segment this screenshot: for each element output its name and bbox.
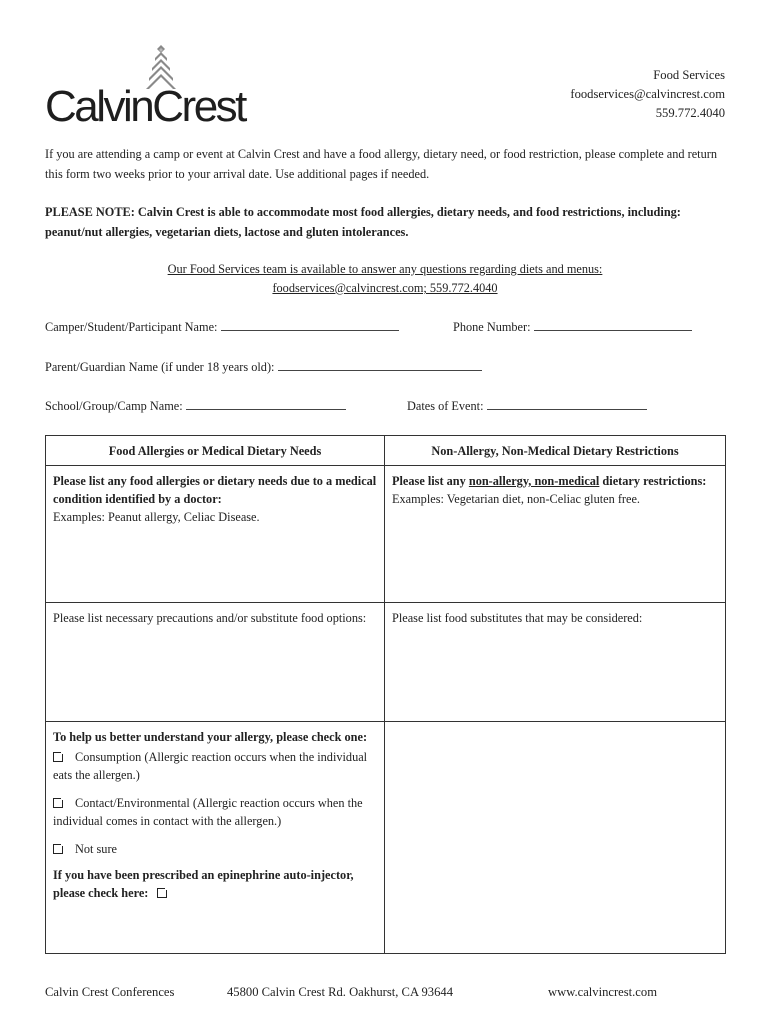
- intro-paragraph: If you are attending a camp or event at Calvin Crest and have a food allergy, dietary need, or food restriction, please complete and return this form two weeks prior to your arrival date. Use additional pages if needed.: [45, 147, 717, 181]
- contact-environmental-option[interactable]: [53, 794, 377, 830]
- restriction-list-cell[interactable]: [385, 466, 726, 603]
- team-line-1: Our Food Services team is available to answer any questions regarding diets and menus:: [167, 262, 603, 276]
- allergy-type-prompt: To help us better understand your allergy, please check one:: [53, 730, 368, 744]
- not-sure-option[interactable]: [53, 840, 377, 858]
- restriction-examples: Examples: Vegetarian diet, non-Celiac gluten free.: [392, 492, 641, 506]
- camper-name-label: Camper/Student/Participant Name:: [45, 320, 218, 334]
- dietary-needs-table: [45, 435, 726, 954]
- parent-name-blank[interactable]: [278, 358, 482, 371]
- contact-block: [570, 66, 725, 123]
- substitutes-prompt: Please list food substitutes that may be considered:: [392, 611, 643, 625]
- contact-email[interactable]: foodservices@calvincrest.com: [570, 87, 725, 101]
- checkbox-icon[interactable]: [53, 752, 63, 762]
- school-row: [45, 397, 735, 415]
- allergy-type-cell: [46, 722, 385, 954]
- camper-name-field[interactable]: [45, 318, 399, 335]
- footer-website[interactable]: www.calvincrest.com: [548, 985, 657, 999]
- restriction-column-header: Non-Allergy, Non-Medical Dietary Restrictions: [385, 436, 726, 466]
- school-label: School/Group/Camp Name:: [45, 399, 183, 413]
- not-sure-label: Not sure: [75, 842, 118, 856]
- footer-address: 45800 Calvin Crest Rd. Oakhurst, CA 93644: [227, 985, 453, 999]
- school-blank[interactable]: [186, 397, 346, 410]
- please-note-paragraph: PLEASE NOTE: Calvin Crest is able to accommodate most food allergies, dietary needs, and food restrictions, including: peanut/nut allergies, vegetarian diets, lactose and gluten intolerances.: [45, 205, 681, 239]
- school-field[interactable]: [45, 397, 346, 414]
- checkbox-icon[interactable]: [53, 844, 63, 854]
- epinephrine-label: If you have been prescribed an epinephrine auto-injector, please check here:: [53, 868, 354, 900]
- consumption-label: Consumption (Allergic reaction occurs when the individual eats the allergen.): [53, 750, 368, 782]
- dates-blank[interactable]: [487, 397, 647, 410]
- restriction-prompt-start: Please list any: [392, 474, 469, 488]
- precautions-prompt: Please list necessary precautions and/or substitute food options:: [53, 611, 367, 625]
- camper-row: [45, 318, 735, 336]
- camper-name-blank[interactable]: [221, 318, 399, 331]
- restriction-prompt-emphasis: non-allergy, non-medical: [468, 474, 600, 488]
- logo-wordmark: CalvinCrest: [45, 82, 245, 131]
- parent-name-field[interactable]: [45, 358, 482, 375]
- contact-environmental-label: Contact/Environmental (Allergic reaction occurs when the individual comes in contact with the allergen.): [53, 796, 363, 828]
- allergy-column-header: Food Allergies or Medical Dietary Needs: [46, 436, 385, 466]
- footer-org: Calvin Crest Conferences: [45, 985, 175, 999]
- calvin-crest-logo: [45, 45, 260, 135]
- phone-field[interactable]: [453, 318, 692, 335]
- epinephrine-option[interactable]: [53, 866, 377, 902]
- phone-label: Phone Number:: [453, 320, 531, 334]
- substitutes-cell[interactable]: [385, 603, 726, 722]
- blank-cell: [385, 722, 726, 954]
- team-line-2[interactable]: foodservices@calvincrest.com; 559.772.4040: [272, 281, 498, 295]
- dates-label: Dates of Event:: [407, 399, 484, 413]
- precautions-cell[interactable]: [46, 603, 385, 722]
- parent-row: [45, 358, 735, 376]
- department-label: Food Services: [653, 68, 725, 82]
- checkbox-icon[interactable]: [157, 888, 167, 898]
- phone-blank[interactable]: [534, 318, 692, 331]
- restriction-prompt-end: dietary restrictions:: [599, 474, 707, 488]
- allergy-prompt: Please list any food allergies or dietary needs due to a medical condition identified by a doctor:: [53, 474, 377, 506]
- checkbox-icon[interactable]: [53, 798, 63, 808]
- dates-field[interactable]: [407, 397, 647, 414]
- parent-name-label: Parent/Guardian Name (if under 18 years old):: [45, 360, 275, 374]
- allergy-list-cell[interactable]: [46, 466, 385, 603]
- contact-phone: 559.772.4040: [655, 106, 725, 120]
- food-services-contact-note: [45, 260, 725, 298]
- restriction-prompt: [392, 472, 718, 490]
- consumption-option[interactable]: [53, 748, 377, 784]
- allergy-examples: Examples: Peanut allergy, Celiac Disease.: [53, 510, 260, 524]
